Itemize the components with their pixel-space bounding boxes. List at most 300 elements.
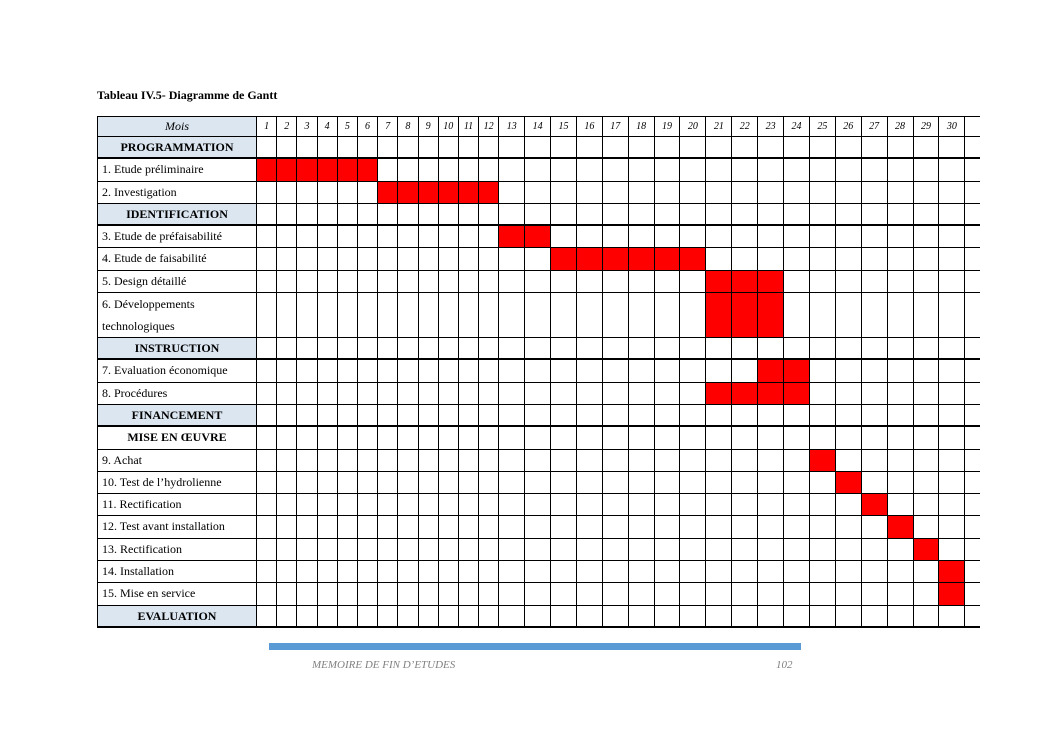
empty-cell [398, 137, 418, 157]
empty-cell [680, 583, 706, 604]
gantt-table [97, 116, 980, 628]
empty-cell [398, 450, 418, 471]
empty-cell [862, 159, 888, 180]
empty-cell [629, 472, 655, 493]
empty-cell [680, 561, 706, 582]
empty-cell [358, 226, 378, 247]
empty-cell [603, 472, 629, 493]
empty-cell [655, 338, 681, 358]
task-label: 14. Installation [97, 561, 257, 582]
empty-cell [706, 561, 732, 582]
empty-cell [419, 226, 439, 247]
empty-cell [277, 383, 297, 404]
empty-cell [459, 137, 479, 157]
empty-cell [732, 338, 758, 358]
empty-cell [888, 539, 914, 560]
empty-cell [680, 159, 706, 180]
empty-cell [551, 204, 577, 224]
empty-cell [378, 494, 398, 515]
empty-cell [277, 472, 297, 493]
empty-cell [862, 583, 888, 604]
empty-cell [680, 472, 706, 493]
empty-cell [629, 494, 655, 515]
empty-cell [888, 494, 914, 515]
gantt-bar-cell [338, 159, 358, 180]
empty-cell [680, 450, 706, 471]
empty-cell [318, 539, 338, 560]
empty-cell [810, 226, 836, 247]
empty-cell [577, 450, 603, 471]
empty-cell [732, 516, 758, 537]
empty-cell [603, 494, 629, 515]
empty-cell [297, 248, 317, 269]
empty-cell [439, 405, 459, 425]
empty-cell [439, 561, 459, 582]
empty-cell [784, 561, 810, 582]
empty-cell [603, 338, 629, 358]
timeline-cells [257, 561, 980, 582]
empty-cell [358, 383, 378, 404]
task-label: 7. Evaluation économique [97, 360, 257, 381]
empty-cell [758, 204, 784, 224]
gantt-bar-cell [836, 472, 862, 493]
empty-cell [358, 561, 378, 582]
empty-cell [318, 472, 338, 493]
empty-cell [680, 204, 706, 224]
empty-cell [680, 606, 706, 626]
empty-cell [277, 360, 297, 381]
empty-cell [836, 561, 862, 582]
empty-cell [277, 539, 297, 560]
empty-cell [378, 338, 398, 358]
empty-cell [479, 137, 499, 157]
month-label: 7 [378, 117, 398, 136]
empty-cell [862, 539, 888, 560]
empty-cell [551, 271, 577, 292]
empty-cell [338, 539, 358, 560]
empty-cell [810, 248, 836, 269]
task-row [97, 360, 980, 382]
timeline-cells [257, 383, 980, 404]
empty-cell [939, 137, 965, 157]
empty-cell [419, 248, 439, 269]
empty-cell [939, 539, 965, 560]
gantt-bar-cell [758, 383, 784, 404]
empty-cell [297, 226, 317, 247]
empty-cell [338, 472, 358, 493]
empty-cell [758, 405, 784, 425]
empty-cell [914, 182, 940, 203]
empty-cell [499, 383, 525, 404]
task-label: 9. Achat [97, 450, 257, 471]
gantt-bar-cell [862, 494, 888, 515]
empty-cell [577, 293, 603, 337]
empty-cell [459, 494, 479, 515]
empty-cell [888, 159, 914, 180]
empty-cell [577, 583, 603, 604]
empty-cell [629, 516, 655, 537]
empty-cell [358, 360, 378, 381]
empty-cell [318, 450, 338, 471]
empty-cell [439, 338, 459, 358]
empty-cell [257, 583, 277, 604]
empty-cell [655, 494, 681, 515]
empty-cell [810, 583, 836, 604]
empty-cell [398, 561, 418, 582]
empty-cell [419, 427, 439, 448]
empty-cell [758, 516, 784, 537]
empty-cell [655, 539, 681, 560]
empty-cell [888, 360, 914, 381]
empty-cell [836, 159, 862, 180]
timeline-cells [257, 494, 980, 515]
empty-cell [419, 450, 439, 471]
empty-cell [358, 494, 378, 515]
empty-cell [914, 226, 940, 247]
empty-cell [338, 293, 358, 337]
month-label: 4 [318, 117, 338, 136]
empty-cell [297, 405, 317, 425]
empty-cell [338, 137, 358, 157]
empty-cell [836, 516, 862, 537]
empty-cell [603, 516, 629, 537]
phase-row [97, 137, 980, 159]
empty-cell [810, 204, 836, 224]
empty-cell [257, 561, 277, 582]
month-label: 12 [479, 117, 499, 136]
timeline-cells [257, 450, 980, 471]
empty-cell [479, 293, 499, 337]
empty-cell [378, 271, 398, 292]
empty-cell [758, 583, 784, 604]
gantt-bar-cell [419, 182, 439, 203]
empty-cell [836, 360, 862, 381]
empty-cell [499, 182, 525, 203]
empty-cell [784, 182, 810, 203]
empty-cell [629, 360, 655, 381]
empty-cell [732, 539, 758, 560]
empty-cell [499, 450, 525, 471]
empty-cell [888, 338, 914, 358]
empty-cell [732, 182, 758, 203]
phase-row [97, 405, 980, 427]
task-label: 10. Test de l’hydrolienne [97, 472, 257, 493]
empty-cell [257, 338, 277, 358]
empty-cell [257, 271, 277, 292]
task-label: 6. Développements technologiques [97, 293, 257, 337]
month-label: 14 [525, 117, 551, 136]
empty-cell [603, 427, 629, 448]
empty-cell [358, 450, 378, 471]
month-label: 9 [419, 117, 439, 136]
month-label: 3 [297, 117, 317, 136]
empty-cell [499, 539, 525, 560]
empty-cell [378, 472, 398, 493]
gantt-bar-cell [758, 293, 784, 337]
empty-cell [419, 539, 439, 560]
empty-cell [338, 606, 358, 626]
empty-cell [419, 338, 439, 358]
phase-row [97, 204, 980, 226]
gantt-bar-cell [939, 583, 965, 604]
empty-cell [603, 606, 629, 626]
empty-cell [784, 405, 810, 425]
empty-cell [439, 494, 459, 515]
empty-cell [629, 204, 655, 224]
empty-cell [459, 561, 479, 582]
task-row [97, 293, 980, 338]
empty-cell [706, 226, 732, 247]
empty-cell [939, 338, 965, 358]
empty-cell [551, 182, 577, 203]
empty-cell [499, 159, 525, 180]
empty-cell [939, 516, 965, 537]
empty-cell [338, 226, 358, 247]
empty-cell [577, 137, 603, 157]
empty-cell [629, 383, 655, 404]
task-label: 8. Procédures [97, 383, 257, 404]
empty-cell [419, 271, 439, 292]
timeline-cells [257, 182, 980, 203]
empty-cell [338, 204, 358, 224]
empty-cell [836, 271, 862, 292]
empty-cell [706, 583, 732, 604]
empty-cell [888, 450, 914, 471]
task-row [97, 182, 980, 204]
empty-cell [378, 427, 398, 448]
empty-cell [398, 583, 418, 604]
task-row [97, 583, 980, 605]
empty-cell [297, 606, 317, 626]
gantt-bar-cell [680, 248, 706, 269]
empty-cell [439, 539, 459, 560]
empty-cell [297, 494, 317, 515]
empty-cell [655, 450, 681, 471]
task-row [97, 383, 980, 405]
empty-cell [888, 606, 914, 626]
empty-cell [888, 271, 914, 292]
empty-cell [836, 204, 862, 224]
empty-cell [629, 405, 655, 425]
empty-cell [398, 405, 418, 425]
empty-cell [888, 204, 914, 224]
empty-cell [706, 182, 732, 203]
empty-cell [257, 226, 277, 247]
empty-cell [439, 248, 459, 269]
empty-cell [758, 248, 784, 269]
empty-cell [836, 248, 862, 269]
empty-cell [358, 338, 378, 358]
gantt-bar-cell [706, 383, 732, 404]
empty-cell [358, 606, 378, 626]
empty-cell [525, 271, 551, 292]
empty-cell [577, 606, 603, 626]
task-label: 2. Investigation [97, 182, 257, 203]
empty-cell [398, 271, 418, 292]
phase-row [97, 606, 980, 628]
empty-cell [499, 248, 525, 269]
empty-cell [784, 427, 810, 448]
header-label: Mois [97, 117, 257, 136]
empty-cell [459, 539, 479, 560]
empty-cell [499, 271, 525, 292]
empty-cell [888, 472, 914, 493]
empty-cell [784, 450, 810, 471]
empty-cell [784, 293, 810, 337]
empty-cell [810, 539, 836, 560]
empty-cell [577, 516, 603, 537]
empty-cell [680, 516, 706, 537]
phase-label: INSTRUCTION [97, 338, 257, 358]
month-label: 11 [459, 117, 479, 136]
gantt-bar-cell [257, 159, 277, 180]
task-label: 4. Etude de faisabilité [97, 248, 257, 269]
empty-cell [862, 360, 888, 381]
empty-cell [297, 137, 317, 157]
empty-cell [358, 204, 378, 224]
empty-cell [810, 427, 836, 448]
empty-cell [939, 450, 965, 471]
empty-cell [939, 383, 965, 404]
empty-cell [358, 248, 378, 269]
empty-cell [836, 539, 862, 560]
empty-cell [758, 427, 784, 448]
phase-label: FINANCEMENT [97, 405, 257, 425]
empty-cell [459, 293, 479, 337]
empty-cell [459, 427, 479, 448]
empty-cell [398, 427, 418, 448]
task-label: 1. Etude préliminaire [97, 159, 257, 180]
timeline-cells [257, 405, 980, 425]
empty-cell [784, 472, 810, 493]
gantt-bar-cell [459, 182, 479, 203]
empty-cell [939, 405, 965, 425]
empty-cell [499, 204, 525, 224]
task-label: 11. Rectification [97, 494, 257, 515]
empty-cell [479, 383, 499, 404]
empty-cell [419, 159, 439, 180]
empty-cell [629, 182, 655, 203]
empty-cell [629, 450, 655, 471]
empty-cell [318, 606, 338, 626]
empty-cell [525, 450, 551, 471]
empty-cell [419, 606, 439, 626]
task-row [97, 450, 980, 472]
empty-cell [297, 561, 317, 582]
empty-cell [680, 182, 706, 203]
empty-cell [479, 450, 499, 471]
empty-cell [629, 338, 655, 358]
empty-cell [577, 360, 603, 381]
empty-cell [378, 583, 398, 604]
empty-cell [914, 472, 940, 493]
empty-cell [706, 338, 732, 358]
task-row [97, 226, 980, 248]
empty-cell [836, 494, 862, 515]
empty-cell [810, 271, 836, 292]
empty-cell [862, 293, 888, 337]
empty-cell [810, 159, 836, 180]
empty-cell [459, 338, 479, 358]
empty-cell [439, 450, 459, 471]
month-label: 15 [551, 117, 577, 136]
empty-cell [378, 606, 398, 626]
empty-cell [603, 583, 629, 604]
empty-cell [655, 360, 681, 381]
month-label: 28 [888, 117, 914, 136]
empty-cell [758, 606, 784, 626]
gantt-bar-cell [706, 271, 732, 292]
empty-cell [836, 450, 862, 471]
empty-cell [525, 137, 551, 157]
empty-cell [732, 204, 758, 224]
gantt-bar-cell [577, 248, 603, 269]
empty-cell [358, 427, 378, 448]
empty-cell [378, 293, 398, 337]
task-row [97, 472, 980, 494]
empty-cell [551, 427, 577, 448]
empty-cell [939, 271, 965, 292]
gantt-bar-cell [784, 383, 810, 404]
empty-cell [551, 137, 577, 157]
empty-cell [758, 182, 784, 203]
empty-cell [603, 293, 629, 337]
empty-cell [914, 338, 940, 358]
empty-cell [939, 360, 965, 381]
empty-cell [939, 159, 965, 180]
gantt-bar-cell [629, 248, 655, 269]
empty-cell [551, 472, 577, 493]
empty-cell [479, 472, 499, 493]
empty-cell [318, 427, 338, 448]
empty-cell [378, 561, 398, 582]
empty-cell [419, 360, 439, 381]
empty-cell [655, 159, 681, 180]
empty-cell [577, 494, 603, 515]
empty-cell [257, 360, 277, 381]
empty-cell [297, 204, 317, 224]
month-label: 18 [629, 117, 655, 136]
empty-cell [939, 204, 965, 224]
empty-cell [459, 450, 479, 471]
empty-cell [732, 583, 758, 604]
empty-cell [836, 182, 862, 203]
empty-cell [862, 383, 888, 404]
empty-cell [810, 338, 836, 358]
empty-cell [836, 427, 862, 448]
task-row [97, 494, 980, 516]
empty-cell [551, 539, 577, 560]
empty-cell [277, 427, 297, 448]
empty-cell [378, 204, 398, 224]
empty-cell [732, 405, 758, 425]
empty-cell [297, 271, 317, 292]
empty-cell [378, 226, 398, 247]
empty-cell [439, 472, 459, 493]
empty-cell [398, 516, 418, 537]
empty-cell [862, 338, 888, 358]
timeline-cells [257, 159, 980, 180]
empty-cell [888, 383, 914, 404]
empty-cell [277, 516, 297, 537]
empty-cell [525, 293, 551, 337]
empty-cell [459, 405, 479, 425]
empty-cell [439, 226, 459, 247]
empty-cell [629, 583, 655, 604]
gantt-bar-cell [378, 182, 398, 203]
empty-cell [706, 204, 732, 224]
empty-cell [257, 383, 277, 404]
